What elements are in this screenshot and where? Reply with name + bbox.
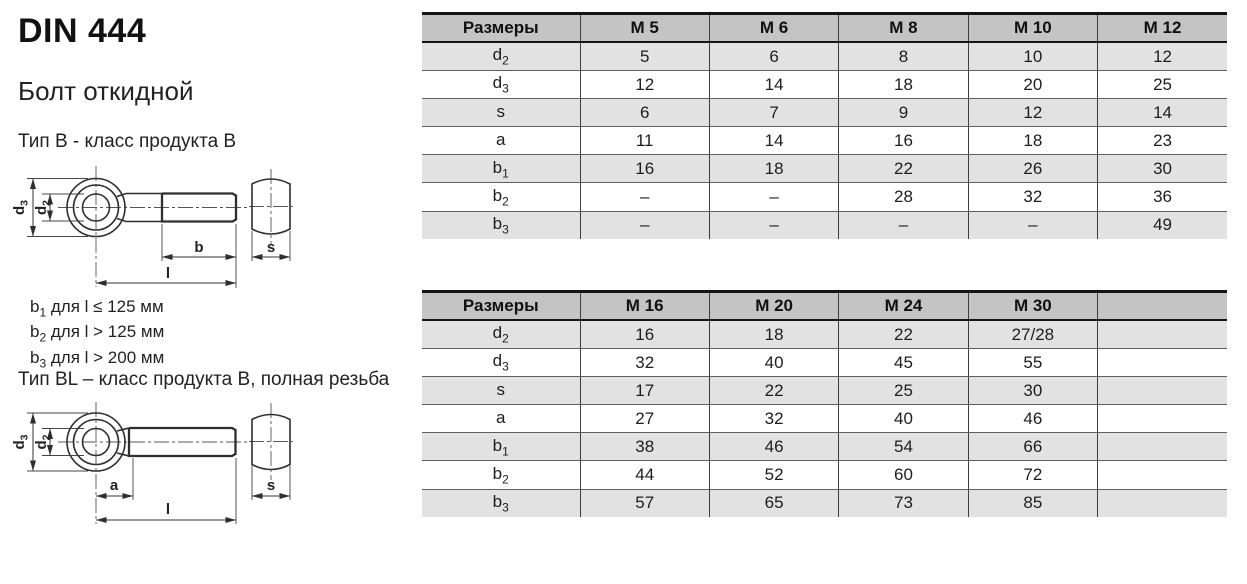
note-sub: 3 xyxy=(39,356,47,371)
row-label xyxy=(422,377,580,405)
row-label xyxy=(422,211,580,239)
drawing-type-b xyxy=(0,160,360,300)
dim-label-d3: $d_3$ xyxy=(11,199,31,216)
value-cell: 12 xyxy=(968,99,1097,127)
table-row xyxy=(422,377,1227,405)
row-label xyxy=(422,320,580,349)
column-header-m8: M 8 xyxy=(839,14,968,43)
note-rest: для l ≤ 125 мм xyxy=(46,297,164,316)
row-label-base: d xyxy=(492,351,503,371)
value-cell: 46 xyxy=(968,405,1097,433)
value-cell: – xyxy=(709,183,838,211)
table-row xyxy=(422,211,1227,239)
row-label-sub: 1 xyxy=(502,166,509,181)
header-row xyxy=(422,292,1227,321)
table-metric-large xyxy=(422,290,1227,517)
row-label-base: d xyxy=(492,73,503,93)
row-label-base: b xyxy=(492,491,503,511)
row-label xyxy=(422,349,580,377)
value-cell: 49 xyxy=(1098,211,1227,239)
type-b-heading: Тип B - класс продукта B xyxy=(18,131,237,152)
value-cell: 18 xyxy=(709,155,838,183)
dim-label-d2: $d_2$ xyxy=(33,434,53,450)
row-label-sub: 2 xyxy=(502,472,509,487)
value-cell: 10 xyxy=(968,42,1097,71)
value-cell: 18 xyxy=(968,127,1097,155)
drawing-type-bl xyxy=(0,400,360,530)
row-label-base: a xyxy=(496,129,506,149)
type-bl-heading: Тип BL – класс продукта B, полная резьба xyxy=(18,369,390,390)
value-cell: – xyxy=(709,211,838,239)
dim-label-b: b xyxy=(194,239,204,256)
row-label xyxy=(422,405,580,433)
value-cell: 32 xyxy=(968,183,1097,211)
thread-length-notes xyxy=(30,297,164,373)
table-row xyxy=(422,183,1227,211)
value-cell: 11 xyxy=(580,127,709,155)
value-cell: 38 xyxy=(580,433,709,461)
dim-label-d3: $d_3$ xyxy=(11,434,31,450)
column-header-m20: M 20 xyxy=(709,292,838,321)
value-cell: 17 xyxy=(580,377,709,405)
value-cell: 20 xyxy=(968,71,1097,99)
value-cell xyxy=(1098,320,1227,349)
value-cell: 54 xyxy=(839,433,968,461)
value-cell: 28 xyxy=(839,183,968,211)
row-label-base: s xyxy=(496,101,505,121)
row-label xyxy=(422,489,580,517)
value-cell: 18 xyxy=(709,320,838,349)
table-row xyxy=(422,99,1227,127)
row-label xyxy=(422,42,580,71)
dim-label-l: l xyxy=(165,265,171,282)
column-header-m5: M 5 xyxy=(580,14,709,43)
value-cell: 45 xyxy=(839,349,968,377)
row-label xyxy=(422,183,580,211)
note-base: b xyxy=(30,347,40,367)
value-cell: 55 xyxy=(968,349,1097,377)
extension-lines xyxy=(27,179,290,289)
column-header-m10: M 10 xyxy=(968,14,1097,43)
column-header-m12: M 12 xyxy=(1098,14,1227,43)
page-title: DIN 444 xyxy=(18,12,147,50)
value-cell: 36 xyxy=(1098,183,1227,211)
row-label-sub: 2 xyxy=(502,194,509,209)
value-cell: 27 xyxy=(580,405,709,433)
row-label-sub: 1 xyxy=(502,444,509,459)
row-label xyxy=(422,99,580,127)
value-cell xyxy=(1098,377,1227,405)
value-cell: 32 xyxy=(709,405,838,433)
value-cell xyxy=(1098,349,1227,377)
header-row xyxy=(422,14,1227,43)
value-cell: 44 xyxy=(580,461,709,489)
table-row xyxy=(422,461,1227,489)
row-label-base: b xyxy=(492,185,503,205)
value-cell: – xyxy=(580,211,709,239)
value-cell: 46 xyxy=(709,433,838,461)
column-header-m6: M 6 xyxy=(709,14,838,43)
column-header-sizes: Размеры xyxy=(422,292,580,321)
value-cell: 73 xyxy=(839,489,968,517)
value-cell: 16 xyxy=(839,127,968,155)
table-metric-small xyxy=(422,12,1227,239)
row-label-sub: 3 xyxy=(502,81,509,96)
value-cell: 18 xyxy=(839,71,968,99)
value-cell: 27/28 xyxy=(968,320,1097,349)
row-label-base: b xyxy=(492,435,503,455)
note-rest: для l > 125 мм xyxy=(46,322,165,342)
value-cell: – xyxy=(580,183,709,211)
value-cell: 40 xyxy=(839,405,968,433)
value-cell: 32 xyxy=(580,349,709,377)
row-label-base: a xyxy=(496,407,506,427)
table-row xyxy=(422,349,1227,377)
row-label-sub: 2 xyxy=(502,331,509,346)
table-row xyxy=(422,489,1227,517)
table-row xyxy=(422,433,1227,461)
value-cell: 22 xyxy=(709,377,838,405)
row-label-base: b xyxy=(492,463,503,483)
row-label xyxy=(422,71,580,99)
dim-label-d2: $d_2$ xyxy=(33,199,53,216)
value-cell: 12 xyxy=(580,71,709,99)
value-cell xyxy=(1098,461,1227,489)
column-header-sizes: Размеры xyxy=(422,14,580,43)
value-cell: 66 xyxy=(968,433,1097,461)
value-cell: 25 xyxy=(1098,71,1227,99)
column-header-m16: M 16 xyxy=(580,292,709,321)
value-cell: 14 xyxy=(709,127,838,155)
value-cell: – xyxy=(839,211,968,239)
row-label-sub: 3 xyxy=(502,500,509,515)
note-b2 xyxy=(30,322,164,347)
row-label-base: d xyxy=(492,45,503,65)
table-row xyxy=(422,320,1227,349)
value-cell: 60 xyxy=(839,461,968,489)
row-label-sub: 3 xyxy=(502,359,509,374)
note-sub: 1 xyxy=(39,305,47,320)
dim-label-l: l xyxy=(165,501,171,518)
value-cell: 22 xyxy=(839,155,968,183)
value-cell: 30 xyxy=(968,377,1097,405)
column-header-m24: M 24 xyxy=(839,292,968,321)
value-cell: 57 xyxy=(580,489,709,517)
value-cell: 22 xyxy=(839,320,968,349)
dim-label-s: s xyxy=(266,477,276,494)
value-cell: – xyxy=(968,211,1097,239)
value-cell: 16 xyxy=(580,320,709,349)
table-row xyxy=(422,155,1227,183)
value-cell: 23 xyxy=(1098,127,1227,155)
value-cell xyxy=(1098,433,1227,461)
row-label-base: b xyxy=(492,213,503,233)
value-cell: 52 xyxy=(709,461,838,489)
table-row xyxy=(422,71,1227,99)
value-cell: 30 xyxy=(1098,155,1227,183)
row-label-sub: 3 xyxy=(502,222,509,237)
table-row xyxy=(422,405,1227,433)
value-cell: 12 xyxy=(1098,42,1227,71)
table-row xyxy=(422,42,1227,71)
value-cell: 25 xyxy=(839,377,968,405)
dim-label-s: s xyxy=(266,239,276,256)
value-cell: 6 xyxy=(709,42,838,71)
value-cell: 8 xyxy=(839,42,968,71)
product-name: Болт откидной xyxy=(18,76,194,106)
row-label-base: s xyxy=(496,379,505,399)
dim-label-a: a xyxy=(109,477,119,494)
row-label xyxy=(422,127,580,155)
note-base: b xyxy=(30,322,40,342)
row-label xyxy=(422,461,580,489)
value-cell xyxy=(1098,489,1227,517)
column-header-empty xyxy=(1098,292,1227,321)
value-cell: 26 xyxy=(968,155,1097,183)
value-cell: 40 xyxy=(709,349,838,377)
row-label-sub: 2 xyxy=(502,53,509,68)
extension-lines xyxy=(27,413,290,524)
value-cell: 5 xyxy=(580,42,709,71)
note-base: b xyxy=(30,297,40,316)
row-label xyxy=(422,433,580,461)
value-cell: 16 xyxy=(580,155,709,183)
value-cell: 72 xyxy=(968,461,1097,489)
value-cell: 7 xyxy=(709,99,838,127)
note-b1 xyxy=(30,297,164,322)
value-cell: 9 xyxy=(839,99,968,127)
row-label-base: d xyxy=(492,323,503,343)
value-cell: 65 xyxy=(709,489,838,517)
row-label xyxy=(422,155,580,183)
value-cell: 14 xyxy=(1098,99,1227,127)
value-cell: 14 xyxy=(709,71,838,99)
table-row xyxy=(422,127,1227,155)
note-rest: для l > 200 мм xyxy=(46,347,165,367)
value-cell xyxy=(1098,405,1227,433)
note-sub: 2 xyxy=(39,330,47,345)
column-header-m30: M 30 xyxy=(968,292,1097,321)
row-label-base: b xyxy=(492,157,503,177)
value-cell: 85 xyxy=(968,489,1097,517)
value-cell: 6 xyxy=(580,99,709,127)
